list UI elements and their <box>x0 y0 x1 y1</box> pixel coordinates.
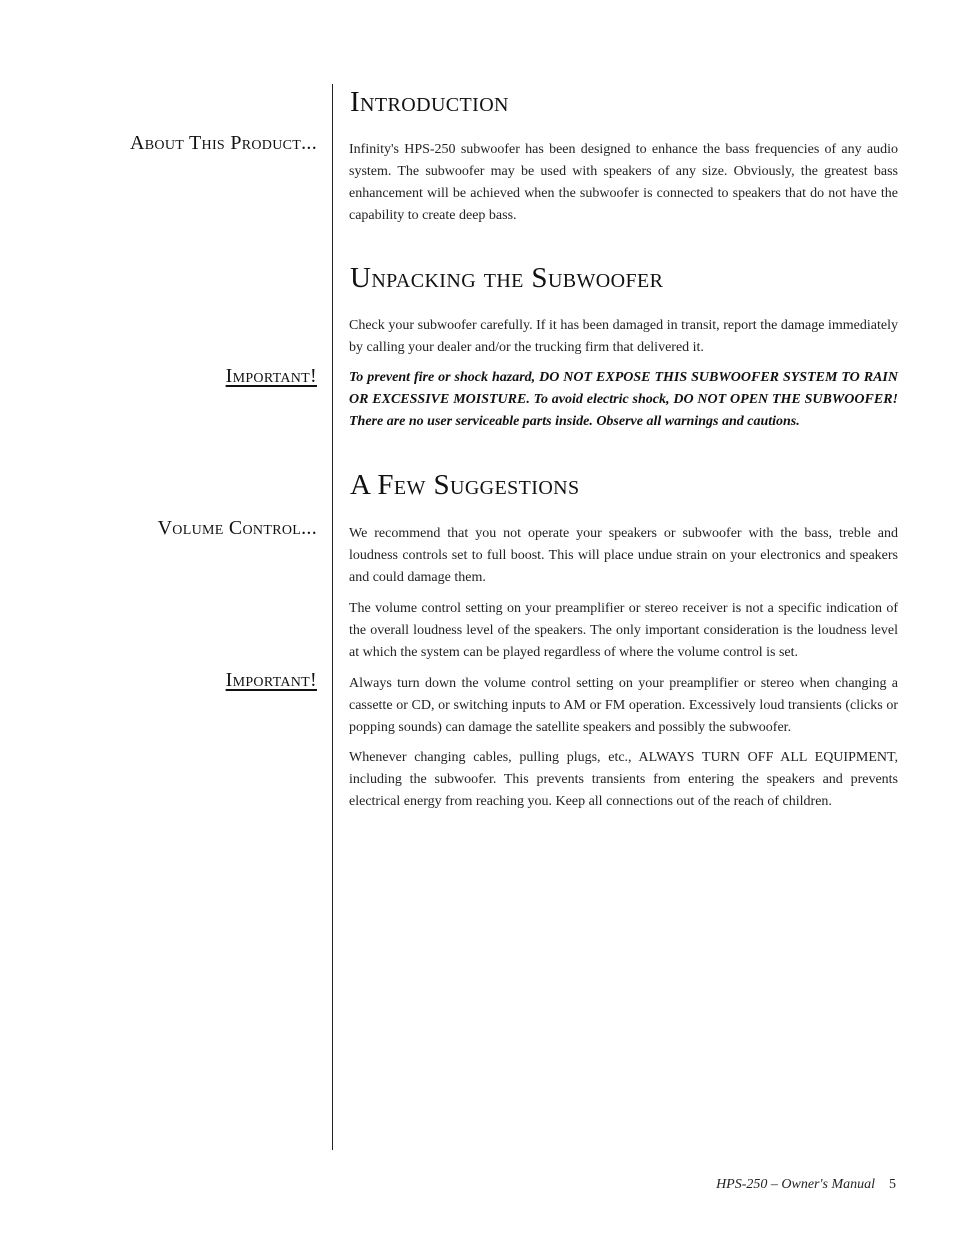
page-footer <box>716 1177 896 1193</box>
footer-manual-title: HPS-250 – Owner's Manual <box>716 1177 875 1192</box>
sidebar-volume-heading: Volume Control... <box>157 517 317 539</box>
unpacking-paragraph: Check your subwoofer carefully. If it has been damaged in transit, report the damage immediately by calling your dealer and/or the trucking firm that delivered it. <box>349 318 898 355</box>
unpacking-title: Unpacking the Subwoofer <box>350 262 664 294</box>
sidebar-important-heading: Important! <box>225 365 317 387</box>
suggestions-title: A Few Suggestions <box>350 469 580 501</box>
unpacking-warning: To prevent fire or shock hazard, DO NOT EXPOSE THIS SUBWOOFER SYSTEM TO RAIN OR EXCESSIVE MOISTURE. To avoid electric shock, DO NOT OPEN THE SUBWOOFER! There are no user serviceable parts inside. Observe all warnings and cautions. <box>349 370 898 429</box>
page-number: 5 <box>889 1177 896 1192</box>
introduction-title: Introduction <box>350 86 509 118</box>
sidebar-about-heading: About This Product... <box>130 132 317 154</box>
suggestions-paragraph-4: Whenever changing cables, pulling plugs, etc., ALWAYS TURN OFF ALL EQUIPMENT, including the subwoofer. This prevents transients from entering the speakers and prevents electrical energy from reaching you. Keep all connections out of the reach of children. <box>349 750 898 809</box>
suggestions-paragraph-1: We recommend that you not operate your speakers or subwoofer with the bass, treble and loudness controls set to full boost. This will place undue strain on your electronics and speakers and could damage them. <box>349 526 898 585</box>
suggestions-paragraph-3: Always turn down the volume control setting on your preamplifier or stereo when changing a cassette or CD, or switching inputs to AM or FM operation. Excessively loud transients (clicks or popping sounds) can damage the satellite speakers and possibly the subwoofer. <box>349 676 898 735</box>
vertical-divider <box>332 84 333 1150</box>
introduction-paragraph: Infinity's HPS-250 subwoofer has been designed to enhance the bass frequencies of any audio system. The subwoofer may be used with speakers of any size. Obviously, the greatest bass enhancement will be achieved when the subwoofer is connected to speakers that do not have the capability to create deep bass. <box>349 142 898 223</box>
suggestions-paragraph-2: The volume control setting on your preamplifier or stereo receiver is not a specific indication of the overall loudness level of the speakers. The only important consideration is the loudness level at which the system can be played regardless of where the volume control is set. <box>349 601 898 660</box>
sidebar-important-heading-2: Important! <box>225 669 317 691</box>
